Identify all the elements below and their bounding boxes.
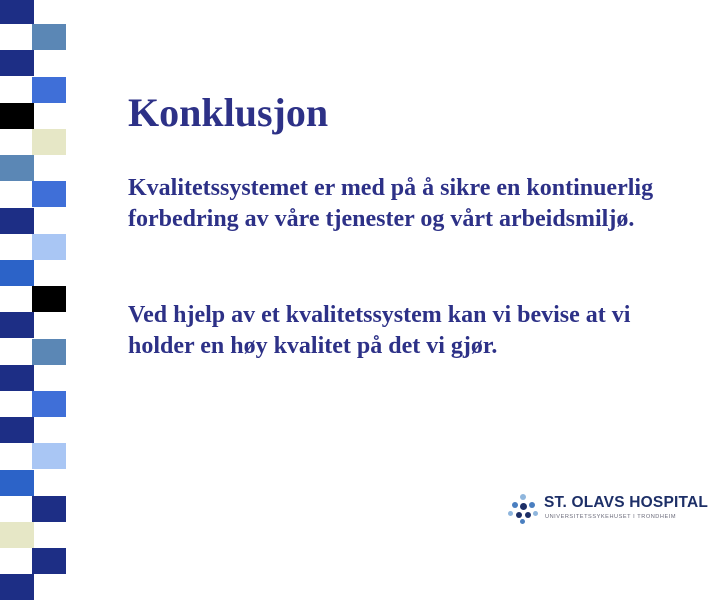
strip-square	[32, 181, 66, 207]
strip-square	[32, 24, 66, 50]
decorative-square-strip	[0, 0, 66, 540]
strip-square	[0, 312, 34, 338]
strip-square	[0, 365, 34, 391]
strip-square	[32, 286, 66, 312]
hospital-logo	[508, 494, 709, 524]
strip-square	[32, 391, 66, 417]
slide-title: Konklusjon	[128, 90, 329, 135]
strip-square	[0, 522, 34, 548]
strip-square	[32, 129, 66, 155]
strip-square	[0, 0, 34, 24]
logo-name: ST. OLAVS HOSPITAL	[544, 494, 709, 511]
strip-square	[32, 234, 66, 260]
strip-square	[32, 496, 66, 522]
logo-subtitle: UNIVERSITETSSYKEHUSET I TRONDHEIM	[545, 514, 677, 520]
strip-square	[0, 470, 34, 496]
body-paragraph-1: Kvalitetssystemet er med på å sikre en kontinuerlig forbedring av våre tjenester og vårt arbeidsmiljø.	[128, 175, 654, 232]
strip-square	[0, 574, 34, 600]
strip-square	[0, 103, 34, 129]
strip-square	[0, 155, 34, 181]
strip-square	[32, 77, 66, 103]
strip-square	[32, 443, 66, 469]
strip-square	[32, 548, 66, 574]
strip-square	[0, 417, 34, 443]
logo-mark-icon	[508, 494, 538, 524]
strip-square	[0, 50, 34, 76]
strip-square	[0, 260, 34, 286]
strip-square	[32, 339, 66, 365]
strip-square	[0, 208, 34, 234]
body-paragraph-2: Ved hjelp av et kvalitetssystem kan vi bevise at vi holder en høy kvalitet på det vi gjør.	[128, 302, 631, 359]
